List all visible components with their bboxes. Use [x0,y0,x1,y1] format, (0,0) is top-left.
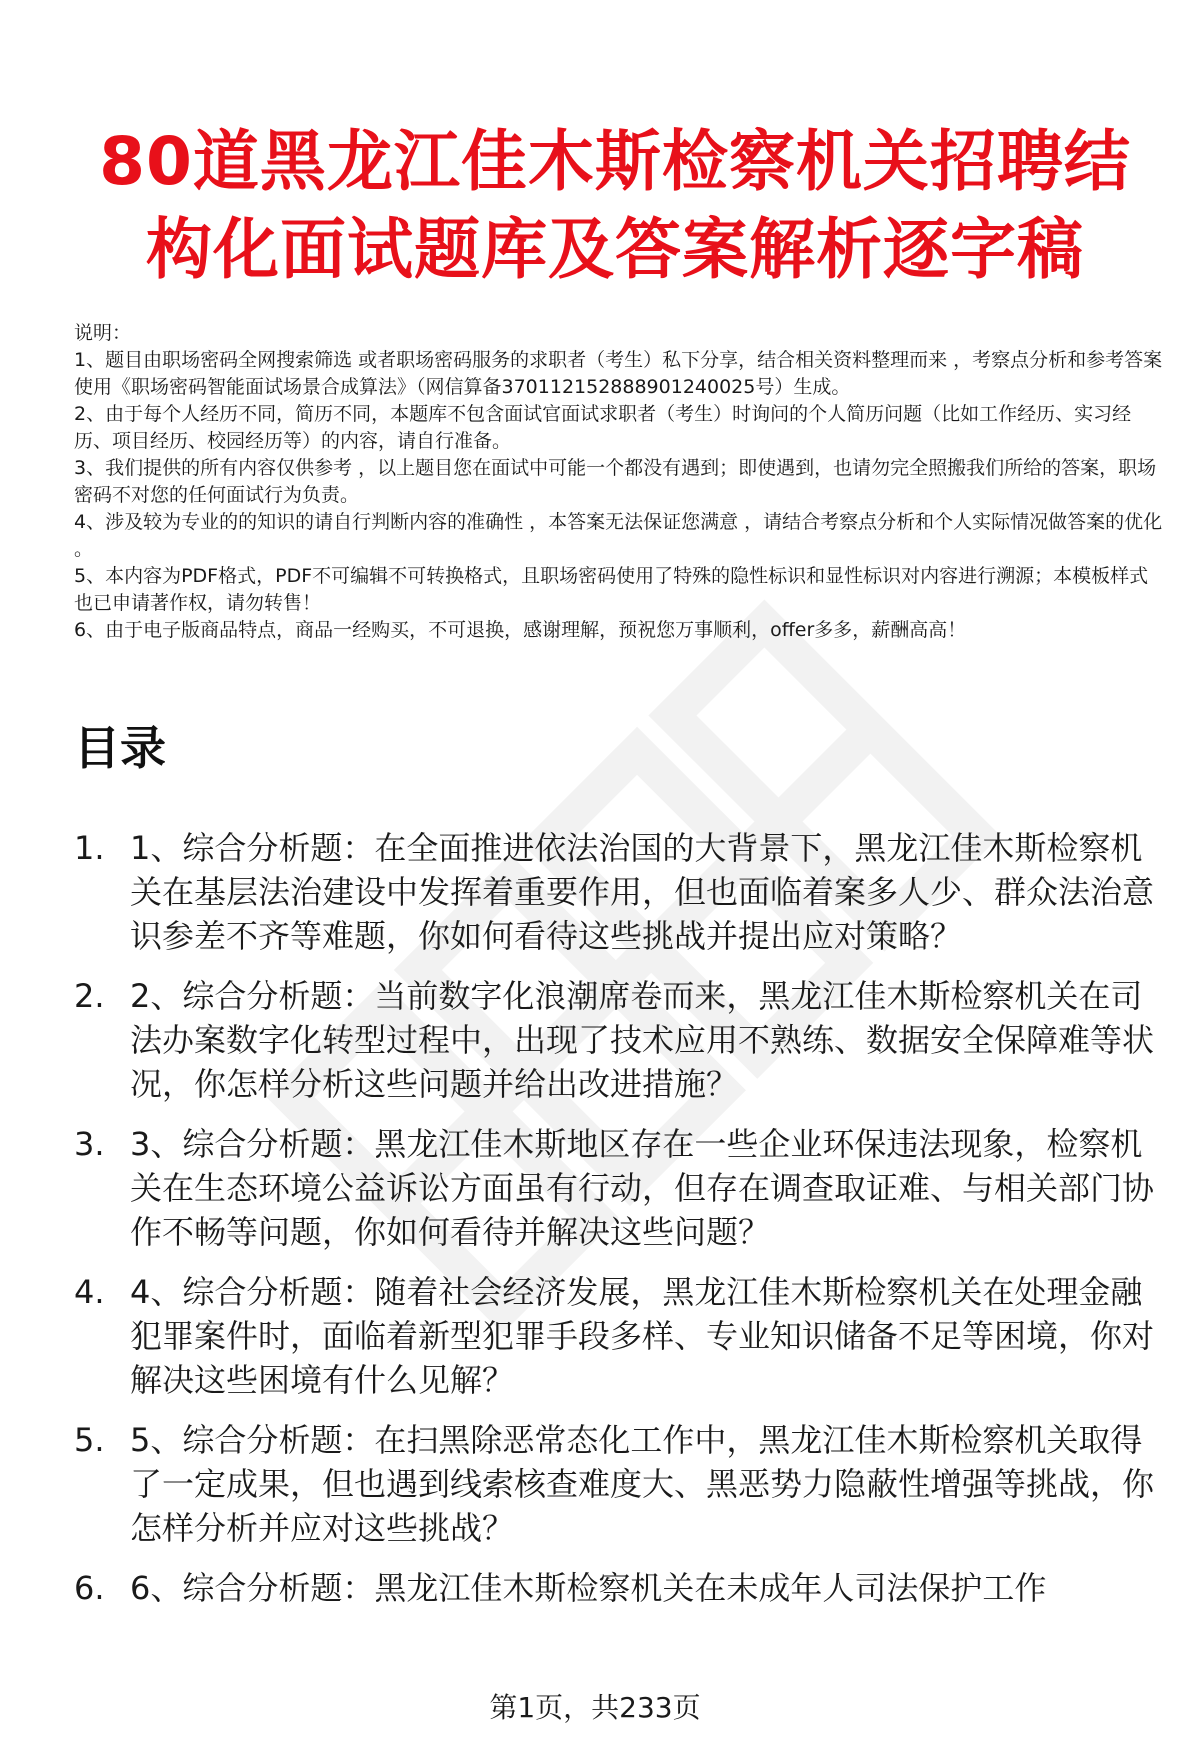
toc-item[interactable] [74,1270,1168,1402]
toc-heading: 目录 [74,721,166,775]
notes-section [74,320,1164,644]
note-item: 3、我们提供的所有内容仅供参考 ，以上题目您在面试中可能一个都没有遇到；即使遇到，也请勿完全照搬我们所给的答案，职场密码不对您的任何面试行为负责。 [74,457,1157,506]
note-item: 2、由于每个人经历不同，简历不同，本题库不包含面试官面试求职者（考生）时询问的个人简历问题（比如工作经历、实习经历、项目经历、校园经历等）的内容，请自行准备。 [74,403,1132,452]
toc-item-text: 2、综合分析题：当前数字化浪潮席卷而来，黑龙江佳木斯检察机关在司法办案数字化转型过程中，出现了技术应用不熟练、数据安全保障难等状况，你怎样分析这些问题并给出改进措施？ [130,977,1155,1103]
note-item: 6、由于电子版商品特点，商品一经购买，不可退换，感谢理解，预祝您万事顺利，offer多多，薪酬高高！ [74,619,967,641]
toc-item-text: 4、综合分析题：随着社会经济发展，黑龙江佳木斯检察机关在处理金融犯罪案件时，面临着新型犯罪手段多样、专业知识储备不足等困境，你对解决这些困境有什么见解？ [130,1273,1155,1399]
toc-item-number: 4. [74,1273,105,1311]
table-of-contents [74,826,1168,1626]
toc-item-text: 3、综合分析题：黑龙江佳木斯地区存在一些企业环保违法现象，检察机关在生态环境公益诉讼方面虽有行动，但存在调查取证难、与相关部门协作不畅等问题，你如何看待并解决这些问题？ [130,1125,1155,1251]
toc-item[interactable] [74,1566,1168,1610]
toc-item-text: 5、综合分析题：在扫黑除恶常态化工作中，黑龙江佳木斯检察机关取得了一定成果，但也遇到线索核查难度大、黑恶势力隐蔽性增强等挑战，你怎样分析并应对这些挑战？ [130,1421,1155,1547]
document-title: 80道黑龙江佳木斯检察机关招聘结构化面试题库及答案解析逐字稿 [99,123,1131,288]
toc-item-number: 1. [74,829,105,867]
toc-item-text: 1、综合分析题：在全面推进依法治国的大背景下，黑龙江佳木斯检察机关在基层法治建设中发挥着重要作用，但也面临着案多人少、群众法治意识参差不齐等难题，你如何看待这些挑战并提出应对策略？ [130,829,1155,955]
toc-item-number: 2. [74,977,105,1015]
toc-item[interactable] [74,1418,1168,1550]
toc-item-text: 6、综合分析题：黑龙江佳木斯检察机关在未成年人司法保护工作 [130,1569,1047,1607]
toc-item-number: 5. [74,1421,105,1459]
note-item: 1、题目由职场密码全网搜索筛选 或者职场密码服务的求职者（考生）私下分享，结合相关资料整理而来 ，考察点分析和参考答案使用《职场密码智能面试场景合成算法》（网信算备370112152888901240025号）生成。 [74,349,1163,398]
page-number: 第1页，共233页 [489,1691,701,1724]
notes-heading: 说明： [74,322,132,344]
toc-item-number: 6. [74,1569,105,1607]
note-item: 4、涉及较为专业的的知识的请自行判断内容的准确性 ，本答案无法保证您满意 ，请结合考察点分析和个人实际情况做答案的优化 。 [74,511,1163,560]
toc-item[interactable] [74,974,1168,1106]
toc-item[interactable] [74,1122,1168,1254]
note-item: 5、本内容为PDF格式，PDF不可编辑不可转换格式，且职场密码使用了特殊的隐性标识和显性标识对内容进行溯源；本模板样式也已申请著作权，请勿转售！ [74,565,1149,614]
toc-item[interactable] [74,826,1168,958]
toc-item-number: 3. [74,1125,105,1163]
